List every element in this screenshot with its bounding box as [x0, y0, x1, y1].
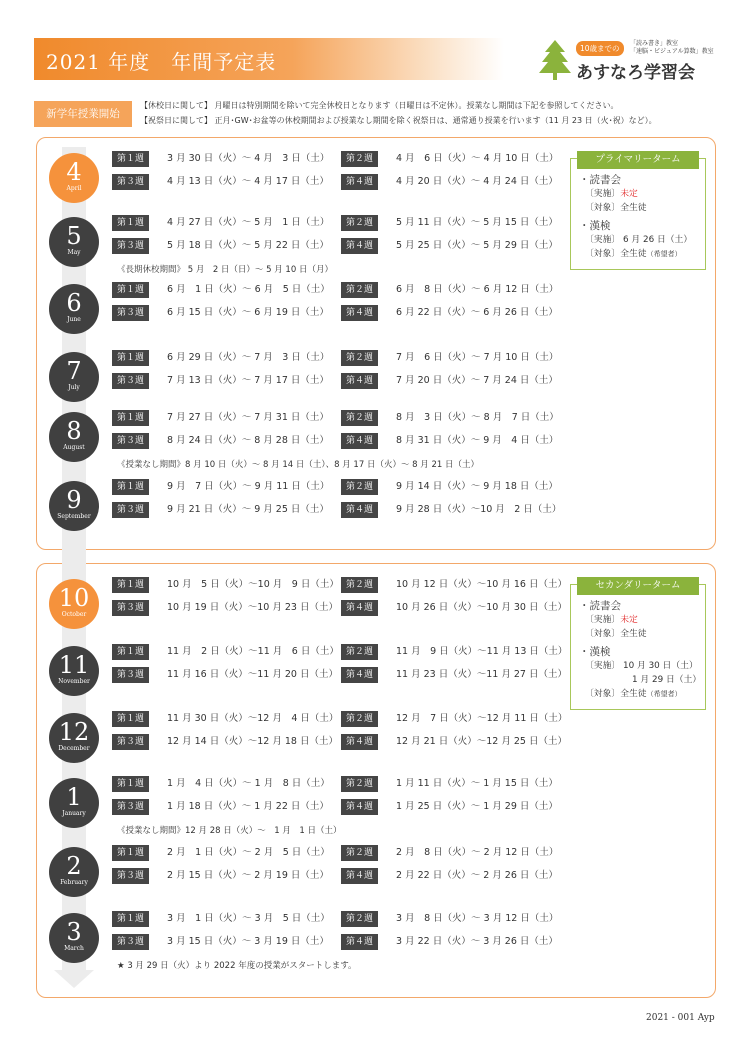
month-circle: [49, 713, 99, 763]
week-label: 第２週: [341, 215, 378, 231]
secondary-term-box: [570, 580, 706, 710]
week-label: 第４週: [341, 600, 378, 616]
month-circle: [49, 913, 99, 963]
logo-badge: 10歳までの: [576, 41, 624, 56]
logo-subtitle-1: 「読み書き」教室: [630, 40, 679, 47]
week-label: 第３週: [112, 502, 149, 518]
week-label: 第２週: [341, 845, 378, 861]
document-code: 2021 - 001 Ayp: [646, 1013, 715, 1023]
week-dates: 10 月 19 日（火）～10 月 23 日（土）: [167, 602, 338, 613]
week-label: 第２週: [341, 577, 378, 593]
week-label: 第３週: [112, 373, 149, 389]
week-dates: 4 月 6 日（火）～ 4 月 10 日（土）: [396, 153, 559, 164]
week-label: 第１週: [112, 215, 149, 231]
week-dates: 11 月 2 日（火）～11 月 6 日（土）: [167, 646, 339, 657]
week-dates: 7 月 20 日（火）～ 7 月 24 日（土）: [396, 375, 558, 386]
page-title: 2021 年度 年間予定表: [46, 50, 277, 74]
month-number: 6: [66, 289, 82, 317]
week-dates: 5 月 11 日（火）～ 5 月 15 日（土）: [396, 217, 558, 228]
secondary-kanji-target: 〔対象〕全生徒（希望者）: [585, 689, 682, 699]
week-dates: 2 月 22 日（火）～ 2 月 26 日（土）: [396, 870, 558, 881]
week-label: 第４週: [341, 934, 378, 950]
primary-kanji-impl: 〔実施〕 6 月 26 日（土）: [585, 235, 693, 245]
new-term-tag: 新学年授業開始: [34, 101, 132, 127]
primary-kanji-title: ・漢検: [579, 220, 611, 232]
month-number: 8: [66, 417, 82, 445]
month-number: 5: [66, 222, 82, 250]
secondary-term-header: セカンダリーターム: [577, 577, 699, 595]
week-label: 第１週: [112, 911, 149, 927]
week-dates: 9 月 14 日（火）～ 9 月 18 日（土）: [396, 481, 558, 492]
month-circle: [49, 352, 99, 402]
week-dates: 6 月 1 日（火）～ 6 月 5 日（土）: [167, 284, 330, 295]
week-dates: 3 月 8 日（火）～ 3 月 12 日（土）: [396, 913, 559, 924]
title-band: [34, 38, 504, 80]
week-label: 第２週: [341, 776, 378, 792]
week-dates: 2 月 8 日（火）～ 2 月 12 日（土）: [396, 847, 559, 858]
logo-name: あすなろ学習会: [576, 63, 695, 83]
week-label: 第１週: [112, 479, 149, 495]
week-dates: 4 月 27 日（火）～ 5 月 1 日（土）: [167, 217, 330, 228]
month-number: 3: [66, 918, 82, 946]
week-dates: 8 月 24 日（火）～ 8 月 28 日（土）: [167, 435, 329, 446]
secondary-reading-title: ・読書会: [579, 600, 621, 612]
week-label: 第１週: [112, 410, 149, 426]
week-label: 第１週: [112, 845, 149, 861]
week-dates: 1 月 4 日（火）～ 1 月 8 日（土）: [167, 778, 330, 789]
week-label: 第４週: [341, 868, 378, 884]
week-label: 第２週: [341, 282, 378, 298]
week-dates: 10 月 12 日（火）～10 月 16 日（土）: [396, 579, 567, 590]
notes: [140, 98, 657, 128]
secondary-kanji-title: ・漢検: [579, 646, 611, 658]
month-name: October: [61, 611, 87, 618]
month-name: March: [64, 945, 84, 952]
month-number: 4: [66, 158, 82, 186]
week-dates: 3 月 30 日（火）～ 4 月 3 日（土）: [167, 153, 330, 164]
week-label: 第１週: [112, 577, 149, 593]
month-circle: [49, 284, 99, 334]
week-label: 第２週: [341, 350, 378, 366]
month-circle: [49, 579, 99, 629]
week-label: 第１週: [112, 644, 149, 660]
logo-subtitle: [630, 40, 714, 56]
month-name: February: [60, 879, 88, 886]
week-dates: 11 月 30 日（火）～12 月 4 日（土）: [167, 713, 339, 724]
week-dates: 3 月 22 日（火）～ 3 月 26 日（土）: [396, 936, 558, 947]
month-circle: [49, 153, 99, 203]
secondary-reading-impl: 〔実施〕未定: [585, 615, 638, 625]
week-label: 第２週: [341, 644, 378, 660]
primary-term-box: [570, 154, 706, 270]
week-label: 第４週: [341, 799, 378, 815]
week-dates: 7 月 27 日（火）～ 7 月 31 日（土）: [167, 412, 329, 423]
week-label: 第３週: [112, 734, 149, 750]
holiday-note: 【休校日に関して】 月曜日は特別期間を除いて完全休校日となります（日曜日は不定休）。授業なし期間は下記を参照してください。: [140, 101, 619, 110]
month-number: 11: [58, 651, 90, 679]
week-dates: 3 月 15 日（火）～ 3 月 19 日（土）: [167, 936, 329, 947]
week-label: 第４週: [341, 305, 378, 321]
week-dates: 12 月 14 日（火）～12 月 18 日（土）: [167, 736, 338, 747]
week-dates: 11 月 9 日（火）～11 月 13 日（土）: [396, 646, 568, 657]
week-dates: 5 月 25 日（火）～ 5 月 29 日（土）: [396, 240, 558, 251]
week-dates: 3 月 1 日（火）～ 3 月 5 日（土）: [167, 913, 330, 924]
week-dates: 12 月 7 日（火）～12 月 11 日（土）: [396, 713, 568, 724]
month-note: ★ 3 月 29 日（火）より 2022 年度の授業がスタートします。: [117, 961, 357, 971]
primary-reading-target: 〔対象〕全生徒: [585, 203, 647, 213]
week-dates: 6 月 29 日（火）～ 7 月 3 日（土）: [167, 352, 330, 363]
tree-icon: [538, 40, 572, 80]
month-circle: [49, 217, 99, 267]
week-dates: 6 月 8 日（火）～ 6 月 12 日（土）: [396, 284, 559, 295]
month-note: 《授業なし期間》8 月 10 日（火）～ 8 月 14 日（土）、8 月 17 日（火）～ 8 月 21 日（土）: [117, 460, 479, 470]
week-label: 第４週: [341, 502, 378, 518]
week-label: 第３週: [112, 667, 149, 683]
week-dates: 4 月 20 日（火）～ 4 月 24 日（土）: [396, 176, 558, 187]
week-label: 第３週: [112, 305, 149, 321]
week-label: 第４週: [341, 373, 378, 389]
secondary-kanji-impl: 〔実施〕 10 月 30 日（土）: [585, 661, 698, 671]
month-note: 《長期休校期間》 5 月 2 日（日）～ 5 月 10 日（月）: [117, 265, 333, 275]
week-dates: 5 月 18 日（火）～ 5 月 22 日（土）: [167, 240, 329, 251]
week-dates: 10 月 26 日（火）～10 月 30 日（土）: [396, 602, 567, 613]
secondary-kanji-impl2: 1 月 29 日（土）: [632, 675, 702, 685]
month-circle: [49, 481, 99, 531]
week-dates: 11 月 23 日（火）～11 月 27 日（土）: [396, 669, 567, 680]
week-dates: 1 月 18 日（火）～ 1 月 22 日（土）: [167, 801, 329, 812]
month-name: July: [68, 384, 80, 391]
week-dates: 9 月 7 日（火）～ 9 月 11 日（土）: [167, 481, 330, 492]
primary-term-header: プライマリーターム: [577, 151, 699, 169]
week-dates: 7 月 6 日（火）～ 7 月 10 日（土）: [396, 352, 559, 363]
month-number: 1: [66, 783, 82, 811]
month-name: April: [66, 185, 82, 192]
month-circle: [49, 412, 99, 462]
primary-reading-impl: 〔実施〕未定: [585, 189, 638, 199]
week-label: 第３週: [112, 868, 149, 884]
week-dates: 2 月 1 日（火）～ 2 月 5 日（土）: [167, 847, 330, 858]
month-name: August: [63, 444, 85, 451]
month-name: January: [62, 810, 86, 817]
week-dates: 7 月 13 日（火）～ 7 月 17 日（土）: [167, 375, 329, 386]
week-dates: 9 月 21 日（火）～ 9 月 25 日（土）: [167, 504, 329, 515]
week-label: 第１週: [112, 776, 149, 792]
week-label: 第３週: [112, 433, 149, 449]
national-holiday-note: 【祝祭日に関して】 正月･GW･お盆等の休校期間および授業なし期間を除く祝祭日は、通常通り授業を行います（11 月 23 日（火･祝）など）。: [140, 116, 657, 125]
primary-kanji-target: 〔対象〕全生徒（希望者）: [585, 249, 682, 259]
week-label: 第１週: [112, 151, 149, 167]
week-label: 第３週: [112, 799, 149, 815]
week-dates: 1 月 11 日（火）～ 1 月 15 日（土）: [396, 778, 558, 789]
month-note: 《授業なし期間》12 月 28 日（火）～ 1 月 1 日（土）: [117, 826, 342, 836]
month-number: 2: [66, 852, 82, 880]
week-dates: 6 月 22 日（火）～ 6 月 26 日（土）: [396, 307, 558, 318]
week-label: 第２週: [341, 479, 378, 495]
week-label: 第３週: [112, 238, 149, 254]
month-number: 10: [58, 584, 90, 612]
secondary-reading-target: 〔対象〕全生徒: [585, 629, 647, 639]
primary-reading-title: ・読書会: [579, 174, 621, 186]
week-label: 第４週: [341, 667, 378, 683]
week-label: 第２週: [341, 711, 378, 727]
week-label: 第４週: [341, 433, 378, 449]
week-label: 第３週: [112, 174, 149, 190]
month-name: May: [67, 249, 81, 256]
week-label: 第３週: [112, 934, 149, 950]
week-dates: 12 月 21 日（火）～12 月 25 日（土）: [396, 736, 567, 747]
month-number: 9: [66, 486, 82, 514]
logo: [538, 40, 718, 84]
week-label: 第４週: [341, 734, 378, 750]
month-name: December: [58, 745, 90, 752]
week-dates: 8 月 31 日（火）～ 9 月 4 日（土）: [396, 435, 559, 446]
week-label: 第１週: [112, 282, 149, 298]
month-number: 7: [66, 357, 82, 385]
week-label: 第２週: [341, 410, 378, 426]
week-label: 第３週: [112, 600, 149, 616]
week-label: 第２週: [341, 911, 378, 927]
month-name: November: [58, 678, 90, 685]
logo-subtitle-2: 「速脳・ビジュアル算数」教室: [630, 48, 714, 55]
week-dates: 1 月 25 日（火）～ 1 月 29 日（土）: [396, 801, 558, 812]
month-number: 12: [58, 718, 90, 746]
week-label: 第４週: [341, 174, 378, 190]
week-label: 第１週: [112, 711, 149, 727]
week-label: 第１週: [112, 350, 149, 366]
month-circle: [49, 847, 99, 897]
month-circle: [49, 778, 99, 828]
week-dates: 2 月 15 日（火）～ 2 月 19 日（土）: [167, 870, 329, 881]
month-circle: [49, 646, 99, 696]
week-dates: 11 月 16 日（火）～11 月 20 日（土）: [167, 669, 338, 680]
month-name: September: [57, 513, 91, 520]
week-dates: 10 月 5 日（火）～10 月 9 日（土）: [167, 579, 339, 590]
week-dates: 8 月 3 日（火）～ 8 月 7 日（土）: [396, 412, 559, 423]
week-dates: 4 月 13 日（火）～ 4 月 17 日（土）: [167, 176, 329, 187]
week-dates: 9 月 28 日（火）～10 月 2 日（土）: [396, 504, 562, 515]
week-label: 第２週: [341, 151, 378, 167]
week-label: 第４週: [341, 238, 378, 254]
timeline-arrow-head: [54, 970, 94, 988]
month-name: June: [67, 316, 81, 323]
week-dates: 6 月 15 日（火）～ 6 月 19 日（土）: [167, 307, 329, 318]
